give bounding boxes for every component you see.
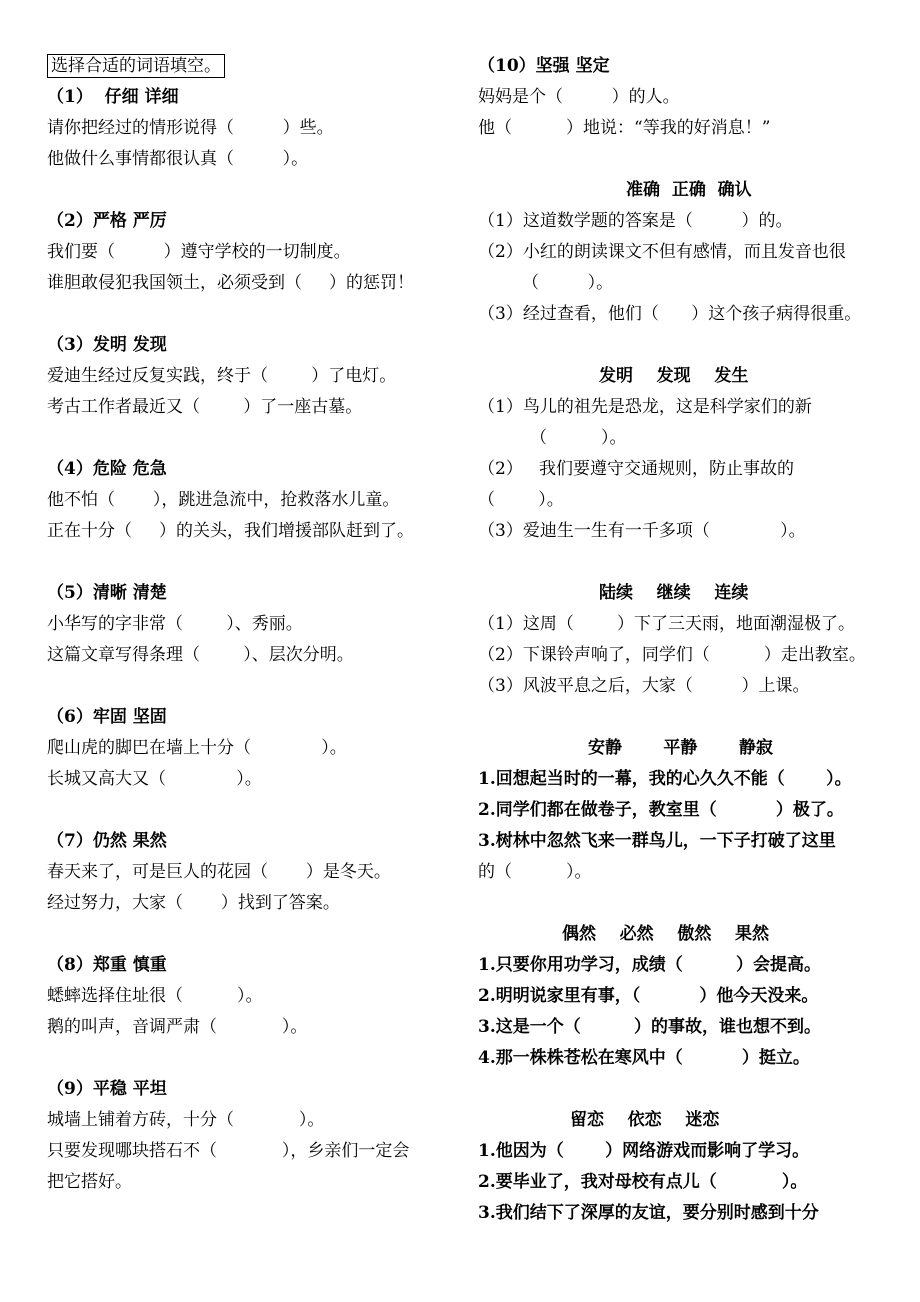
exercise-line: 长城又高大又（ ）。 <box>47 769 262 789</box>
exercise-line: 只要发现哪块搭石不（ ），乡亲们一定会 <box>47 1141 410 1161</box>
exercise-line: 鹅的叫声，音调严肃（ ）。 <box>47 1017 308 1037</box>
word-group-heading: 发明 发现 发生 <box>599 366 749 386</box>
exercise-line: 春天来了，可是巨人的花园（ ）是冬天。 <box>47 862 391 882</box>
word-group-heading: 偶然 必然 傲然 果然 <box>562 924 770 944</box>
exercise-line: 这篇文章写得条理（ ）、层次分明。 <box>47 645 354 665</box>
exercise-line: （2）下课铃声响了，同学们（ ）走出教室。 <box>478 645 866 665</box>
exercise-line: 爬山虎的脚巴在墙上十分（ ）。 <box>47 738 347 758</box>
exercise-line: 谁胆敢侵犯我国领土，必须受到（ ）的惩罚！ <box>47 273 415 293</box>
numbered-question: 4.那一株株苍松在寒风中（ ）挺立。 <box>478 1048 810 1068</box>
numbered-question: 1.回想起当时的一幕，我的心久久不能（ ）。 <box>478 769 852 789</box>
word-group-heading: （2）严格 严厉 <box>47 211 167 231</box>
exercise-line: （1）这周（ ）下了三天雨，地面潮湿极了。 <box>478 614 856 634</box>
exercise-line: 城墙上铺着方砖，十分（ ）。 <box>47 1110 325 1130</box>
numbered-question: 1.只要你用功学习，成绩（ ）会提高。 <box>478 955 822 975</box>
exercise-line: （ ）。 <box>478 490 564 510</box>
exercise-line: （ ）。 <box>522 273 614 293</box>
exercise-line: 的（ ）。 <box>478 862 592 882</box>
exercise-line: 他不怕（ ），跳进急流中，抢救落水儿童。 <box>47 490 400 510</box>
numbered-question: 3.这是一个（ ）的事故，谁也想不到。 <box>478 1017 822 1037</box>
exercise-line: 爱迪生经过反复实践，终于（ ）了电灯。 <box>47 366 397 386</box>
word-group-heading: 留恋 依恋 迷恋 <box>570 1110 720 1130</box>
exercise-line: 经过努力，大家（ ）找到了答案。 <box>47 893 340 913</box>
exercise-line: 妈妈是个（ ）的人。 <box>478 87 680 107</box>
word-group-heading: 准确 正确 确认 <box>626 180 752 200</box>
word-group-heading: （9）平稳 平坦 <box>47 1079 167 1099</box>
numbered-question: 3.我们结下了深厚的友谊，要分别时感到十分 <box>478 1203 819 1223</box>
exercise-line: （3）经过查看，他们（ ）这个孩子病得很重。 <box>478 304 862 324</box>
word-group-heading: 安静 平静 静寂 <box>588 738 773 758</box>
exercise-line: 小华写的字非常（ ）、秀丽。 <box>47 614 303 634</box>
word-group-heading: 陆续 继续 连续 <box>599 583 749 603</box>
word-group-heading: （10）坚强 坚定 <box>478 56 610 76</box>
numbered-question: 2.要毕业了，我对母校有点儿（ ）。 <box>478 1172 808 1192</box>
exercise-line: （2） 我们要遵守交通规则，防止事故的 <box>478 459 795 479</box>
exercise-line: 我们要（ ）遵守学校的一切制度。 <box>47 242 351 262</box>
worksheet-title: 选择合适的词语填空。 <box>47 54 225 78</box>
exercise-line: （ ）。 <box>530 428 627 448</box>
word-group-heading: （4）危险 危急 <box>47 459 167 479</box>
exercise-line: 他（ ）地说：“等我的好消息！” <box>478 118 771 138</box>
numbered-question: 2.明明说家里有事，（ ）他今天没来。 <box>478 986 819 1006</box>
word-group-heading: （1） 仔细 详细 <box>47 87 179 107</box>
numbered-question: 3.树林中忽然飞来一群鸟儿，一下子打破了这里 <box>478 831 836 851</box>
exercise-line: （2）小红的朗读课文不但有感情，而且发音也很 <box>478 242 846 262</box>
word-group-heading: （3）发明 发现 <box>47 335 167 355</box>
exercise-line: 正在十分（ ）的关头，我们增援部队赶到了。 <box>47 521 415 541</box>
exercise-line: 请你把经过的情形说得（ ）些。 <box>47 118 334 138</box>
exercise-line: （1）这道数学题的答案是（ ）的。 <box>478 211 793 231</box>
exercise-line: 考古工作者最近又（ ）了一座古墓。 <box>47 397 363 417</box>
word-group-heading: （7）仍然 果然 <box>47 831 167 851</box>
numbered-question: 2.同学们都在做卷子，教室里（ ）极了。 <box>478 800 844 820</box>
exercise-line: （3）爱迪生一生有一千多项（ ）。 <box>478 521 806 541</box>
exercise-line: 蟋蟀选择住址很（ ）。 <box>47 986 263 1006</box>
word-group-heading: （6）牢固 坚固 <box>47 707 167 727</box>
word-group-heading: （8）郑重 慎重 <box>47 955 167 975</box>
exercise-line: （3）风波平息之后，大家（ ）上课。 <box>478 676 810 696</box>
numbered-question: 1.他因为（ ）网络游戏而影响了学习。 <box>478 1141 810 1161</box>
word-group-heading: （5）清晰 清楚 <box>47 583 167 603</box>
exercise-line: 把它搭好。 <box>47 1172 132 1192</box>
exercise-line: （1）鸟儿的祖先是恐龙，这是科学家们的新 <box>478 397 812 417</box>
exercise-line: 他做什么事情都很认真（ ）。 <box>47 149 309 169</box>
